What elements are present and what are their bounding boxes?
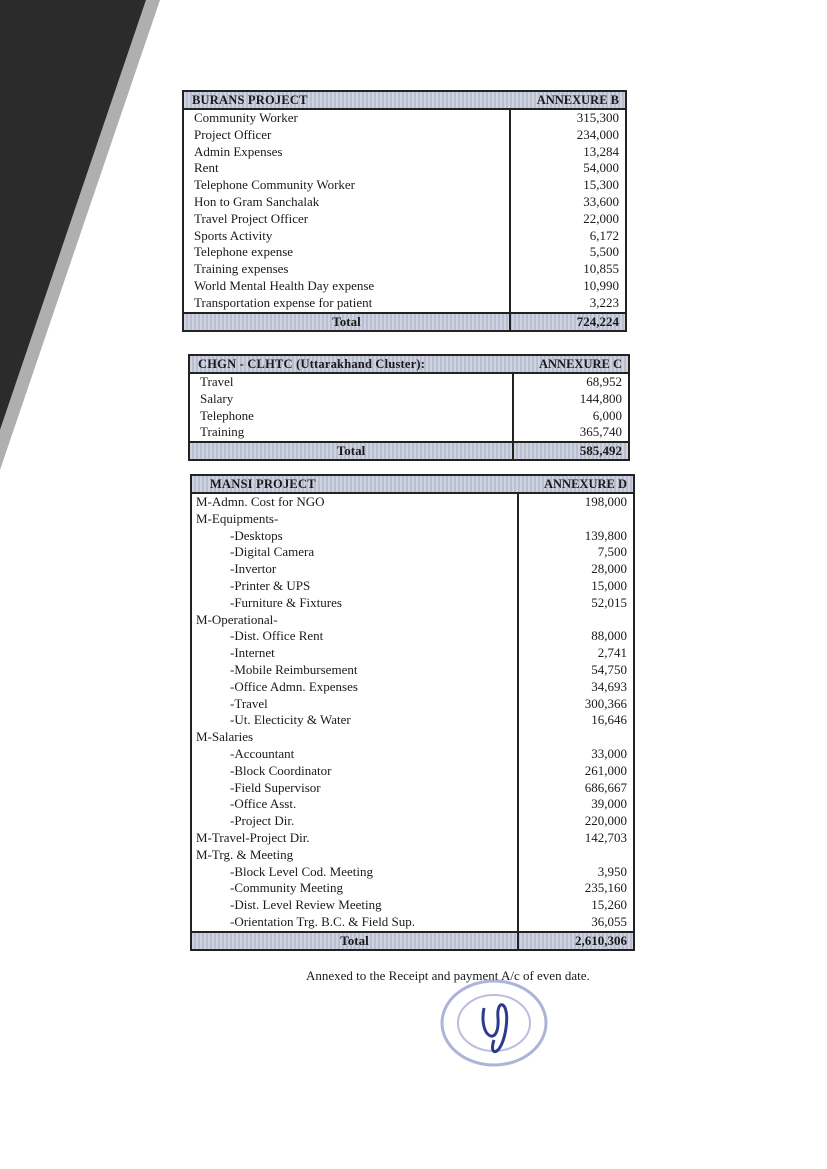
row-amount: 33,600 (583, 193, 619, 209)
footer-note: Annexed to the Receipt and payment A/c of even date. (306, 968, 590, 983)
row-label: -Block Level Cod. Meeting (230, 863, 373, 879)
row-amount: 22,000 (583, 210, 619, 226)
annexure-d-header (192, 476, 633, 494)
row-label: -Dist. Level Review Meeting (230, 897, 382, 913)
row-amount (519, 612, 633, 629)
row-amount: 3,223 (589, 294, 619, 310)
row-amount: 261,000 (584, 762, 627, 778)
row-label: -Digital Camera (230, 544, 315, 560)
row-amount: 220,000 (584, 813, 627, 829)
row-amount: 54,000 (583, 160, 619, 176)
annexure-d-total-row (192, 931, 633, 949)
row-label: Salary (200, 390, 234, 406)
row-amount: 15,260 (591, 897, 627, 913)
row-label: -Office Admn. Expenses (230, 678, 358, 694)
annexure-c-title: CHGN - CLHTC (Uttarakhand Cluster): (198, 357, 426, 371)
row-amount: 198,000 (584, 494, 627, 509)
row-amount: 144,800 (579, 390, 622, 406)
row-label: M-Trg. & Meeting (196, 846, 294, 862)
annexure-b-labels (184, 110, 511, 312)
row-label: Training (200, 424, 245, 440)
row-label: -Desktops (230, 527, 283, 543)
row-label: -Travel (230, 695, 268, 711)
row-amount: 16,646 (591, 712, 627, 728)
row-amount: 36,055 (591, 913, 627, 929)
annexure-c-header (190, 356, 628, 374)
annexure-b-table (182, 90, 627, 332)
row-amount: 7,500 (597, 544, 627, 560)
row-amount: 365,740 (579, 424, 622, 440)
annexure-d-total-value: 2,610,306 (575, 932, 627, 948)
row-amount: 300,366 (584, 695, 627, 711)
row-amount (519, 511, 633, 528)
annexure-d-table (190, 474, 635, 951)
row-label: -Internet (230, 645, 275, 661)
row-label: World Mental Health Day expense (194, 277, 375, 293)
row-label: Training expenses (194, 261, 289, 277)
row-label: M-Salaries (196, 729, 254, 745)
annexure-b-header (184, 92, 625, 110)
row-label: Rent (194, 160, 219, 176)
annexure-b-label: ANNEXURE B (536, 93, 619, 107)
row-amount: 15,000 (591, 577, 627, 593)
row-amount: 686,667 (584, 779, 627, 795)
row-amount: 15,300 (583, 177, 619, 193)
row-amount: 33,000 (591, 745, 627, 761)
row-label: -Printer & UPS (230, 577, 311, 593)
annexure-c-label: ANNEXURE C (539, 357, 622, 371)
row-label: -Ut. Electicity & Water (230, 712, 351, 728)
row-label: -Mobile Reimbursement (230, 661, 358, 677)
annexure-d-labels (192, 494, 519, 931)
row-amount: 6,000 (592, 407, 622, 423)
row-amount: 68,952 (586, 374, 622, 389)
row-label: Project Officer (194, 126, 272, 142)
row-amount: 13,284 (583, 143, 619, 159)
annexure-d-label: ANNEXURE D (544, 477, 627, 491)
row-amount: 54,750 (591, 661, 627, 677)
annexure-c-table (188, 354, 630, 461)
annexure-d-title: MANSI PROJECT (210, 477, 316, 491)
annexure-d-amounts (519, 494, 633, 931)
row-label: -Orientation Trg. B.C. & Field Sup. (230, 913, 416, 929)
row-label: -Community Meeting (230, 880, 344, 896)
row-amount: 10,990 (583, 277, 619, 293)
row-amount: 39,000 (591, 796, 627, 812)
annexure-c-labels (190, 374, 514, 441)
row-amount: 234,000 (576, 126, 619, 142)
annexure-d-total-label: Total (192, 933, 519, 949)
row-label: M-Operational- (196, 611, 278, 627)
row-label: Sports Activity (194, 227, 273, 243)
row-label: -Furniture & Fixtures (230, 594, 342, 610)
row-label: Travel (200, 374, 234, 389)
row-amount: 139,800 (584, 527, 627, 543)
row-label: M-Travel-Project Dir. (196, 829, 310, 845)
row-amount: 235,160 (584, 880, 627, 896)
annexure-b-total-value: 724,224 (576, 313, 619, 329)
row-amount: 34,693 (591, 678, 627, 694)
row-amount (519, 729, 633, 746)
annexure-c-total-label: Total (190, 443, 514, 459)
annexure-c-total-value: 585,492 (579, 443, 622, 459)
row-label: -Project Dir. (230, 813, 295, 829)
row-amount: 315,300 (576, 110, 619, 125)
row-amount (519, 847, 633, 864)
row-label: M-Admn. Cost for NGO (196, 494, 325, 509)
row-amount: 52,015 (591, 594, 627, 610)
row-label: Telephone (200, 407, 254, 423)
row-amount: 142,703 (584, 829, 627, 845)
row-amount: 2,741 (597, 645, 627, 661)
row-label: Travel Project Officer (194, 210, 309, 226)
row-label: Hon to Gram Sanchalak (194, 193, 320, 209)
row-label: Admin Expenses (194, 143, 283, 159)
row-label: -Dist. Office Rent (230, 628, 324, 644)
row-label: -Office Asst. (230, 796, 297, 812)
annexure-b-title: BURANS PROJECT (192, 93, 308, 107)
annexure-b-total-row (184, 312, 625, 330)
row-label: -Invertor (230, 561, 277, 577)
row-label: Telephone expense (194, 244, 294, 260)
row-amount: 5,500 (589, 244, 619, 260)
row-amount: 3,950 (597, 863, 627, 879)
row-label: -Accountant (230, 745, 295, 761)
annexure-b-total-label: Total (184, 314, 511, 330)
row-label: Community Worker (194, 110, 298, 125)
annexure-c-total-row (190, 441, 628, 459)
annexure-c-amounts (514, 374, 628, 441)
row-label: -Field Supervisor (230, 779, 321, 795)
row-amount: 10,855 (583, 261, 619, 277)
row-label: Telephone Community Worker (194, 177, 355, 193)
row-amount: 88,000 (591, 628, 627, 644)
annexure-b-amounts (511, 110, 625, 312)
row-label: Transportation expense for patient (194, 294, 373, 310)
row-amount: 28,000 (591, 561, 627, 577)
signature-stamp (438, 978, 550, 1068)
row-label: -Block Coordinator (230, 762, 332, 778)
row-label: M-Equipments- (196, 510, 279, 526)
row-amount: 6,172 (589, 227, 619, 243)
